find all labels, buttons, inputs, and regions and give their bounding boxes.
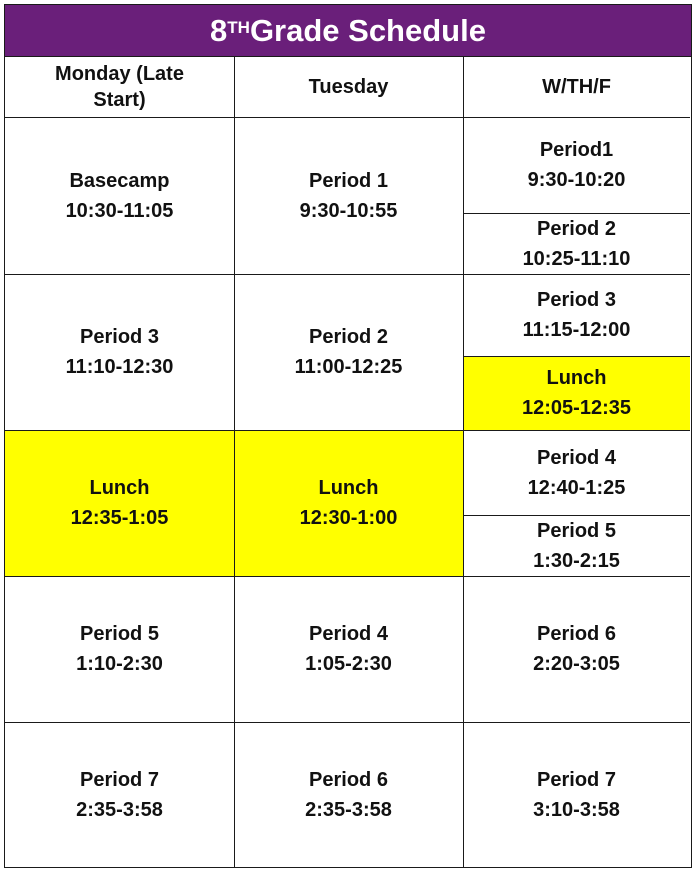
slot-time: 10:30-11:05: [65, 199, 174, 222]
monday-slot-period-7: [5, 722, 234, 867]
slot-name: Lunch: [318, 477, 379, 499]
title-text: Grade Schedule: [249, 12, 486, 48]
slot-time: 3:10-3:58: [533, 798, 620, 821]
header-tuesday: [234, 57, 463, 117]
slot-time: 9:30-10:20: [527, 169, 626, 191]
tuesday-slot-period-2: [234, 274, 463, 430]
slot-time: 1:05-2:30: [305, 653, 392, 675]
monday-slot-period-3: [5, 274, 234, 430]
slot-name: Period 4: [309, 623, 388, 645]
wthf-slot-period-4: [463, 430, 690, 515]
column-divider: [463, 57, 464, 867]
slot-time: 12:05-12:35: [522, 397, 631, 419]
row-divider: [5, 430, 690, 431]
schedule-title: [5, 5, 691, 57]
slot-time: 2:35-3:58: [76, 798, 163, 821]
wthf-slot-period-7: [463, 722, 690, 867]
row-divider: [463, 515, 690, 516]
slot-time: 1:30-2:15: [533, 549, 620, 572]
row-divider: [5, 117, 690, 118]
slot-name: Period 4: [537, 446, 616, 469]
slot-time: 12:35-1:05: [70, 507, 169, 529]
tuesday-slot-period-1: [234, 117, 463, 274]
slot-name: Period 7: [80, 768, 159, 791]
monday-slot-lunch: [5, 430, 234, 576]
title-grade-superscript: TH: [227, 17, 250, 37]
wthf-slot-period-1: [463, 117, 690, 213]
slot-name: Period1: [539, 139, 614, 161]
slot-time: 12:30-1:00: [299, 507, 398, 529]
slot-name: Period 2: [537, 217, 616, 240]
slot-name: Period 1: [309, 169, 388, 192]
slot-name: Period 5: [537, 519, 616, 542]
monday-slot-basecamp: [5, 117, 234, 274]
slot-name: Basecamp: [69, 169, 170, 192]
slot-time: 11:15-12:00: [522, 319, 631, 341]
slot-time: 11:10-12:30: [65, 356, 174, 378]
header-monday: [5, 57, 234, 117]
row-divider: [5, 722, 690, 723]
slot-time: 9:30-10:55: [299, 199, 398, 222]
header-tuesday-label: Tuesday: [308, 76, 389, 98]
wthf-slot-period-3: [463, 274, 690, 356]
slot-name: Period 2: [309, 326, 388, 348]
wthf-slot-period-2: [463, 213, 690, 274]
slot-name: Period 6: [309, 768, 388, 791]
slot-time: 12:40-1:25: [527, 476, 626, 499]
header-wthf-label: W/TH/F: [542, 76, 611, 98]
row-divider: [463, 356, 690, 357]
slot-name: Period 5: [80, 623, 159, 645]
monday-slot-period-5: [5, 576, 234, 722]
tuesday-slot-lunch: [234, 430, 463, 576]
slot-name: Lunch: [89, 477, 150, 499]
wthf-slot-period-5: [463, 515, 690, 576]
slot-time: 2:20-3:05: [533, 653, 620, 675]
header-wthf: [463, 57, 690, 117]
row-divider: [463, 213, 690, 214]
slot-time: 10:25-11:10: [522, 247, 631, 270]
header-monday-label: Monday (Late Start): [55, 63, 184, 111]
slot-name: Period 6: [537, 623, 616, 645]
row-divider: [5, 274, 690, 275]
slot-time: 2:35-3:58: [305, 798, 392, 821]
schedule-table: [4, 4, 692, 868]
row-divider: [5, 576, 690, 577]
slot-time: 11:00-12:25: [294, 356, 403, 378]
slot-name: Period 3: [80, 326, 159, 348]
slot-time: 1:10-2:30: [76, 653, 163, 675]
wthf-slot-lunch: [463, 356, 690, 430]
tuesday-slot-period-6: [234, 722, 463, 867]
title-grade-number: 8: [210, 12, 228, 48]
column-divider: [234, 57, 235, 867]
slot-name: Period 7: [537, 768, 616, 791]
tuesday-slot-period-4: [234, 576, 463, 722]
slot-name: Period 3: [537, 289, 616, 311]
wthf-slot-period-6: [463, 576, 690, 722]
slot-name: Lunch: [546, 367, 607, 389]
